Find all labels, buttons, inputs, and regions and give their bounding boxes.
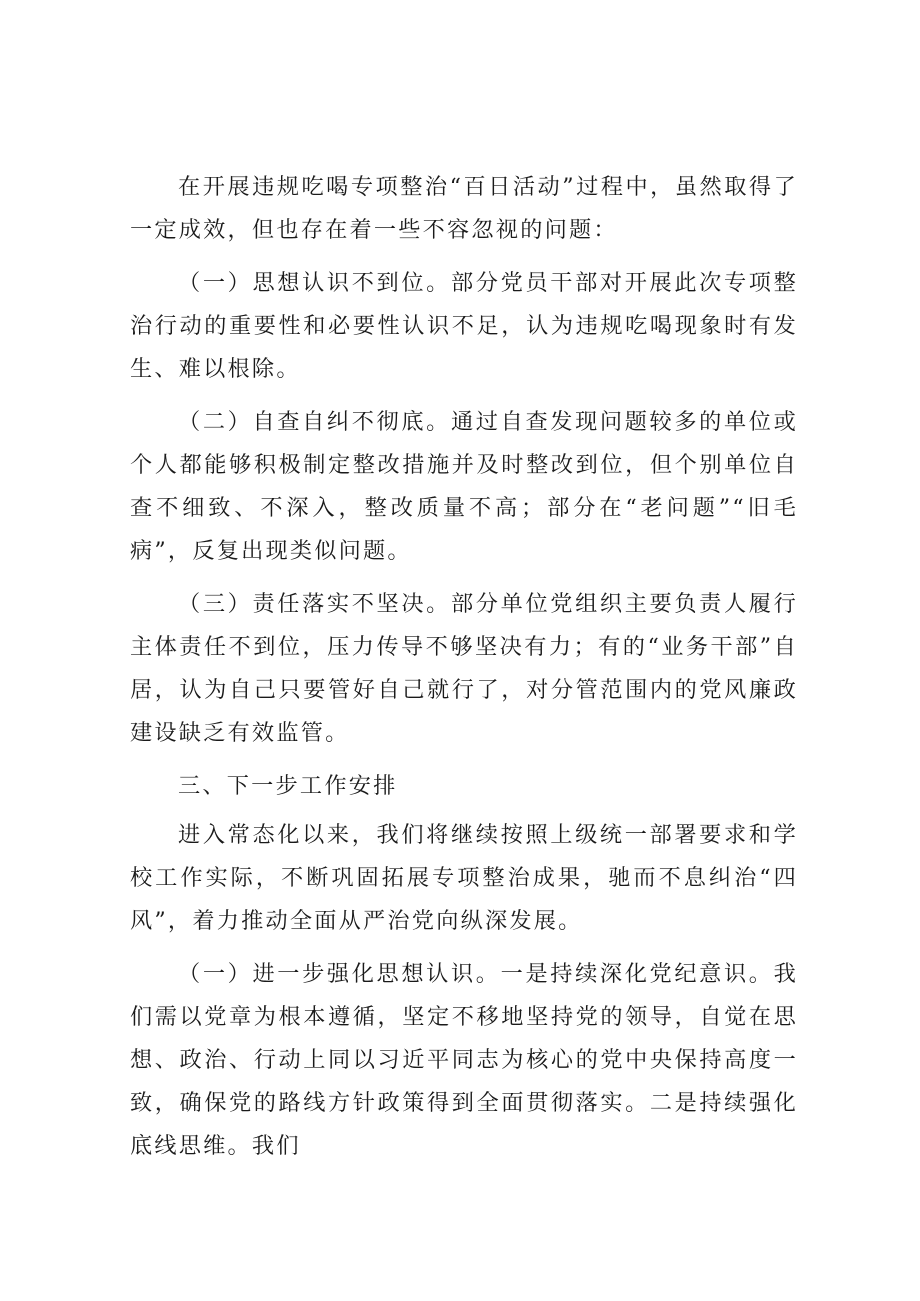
paragraph-issue-1: （一）思想认识不到位。部分党员干部对开展此次专项整治行动的重要性和必要性认识不足，认为违规吃喝现象时有发生、难以根除。 <box>130 270 798 382</box>
paragraph-next-steps-intro: 进入常态化以来，我们将继续按照上级统一部署要求和学校工作实际，不断巩固拓展专项整治成果，驰而不息纠治“四风”，着力推动全面从严治党向纵深发展。 <box>130 822 798 934</box>
section-heading-next-steps: 三、下一步工作安排 <box>178 773 398 799</box>
paragraph-intro: 在开展违规吃喝专项整治“百日活动”过程中，虽然取得了一定成效，但也存在着一些不容忽视的问题： <box>130 174 798 243</box>
paragraph-issue-2: （二）自查自纠不彻底。通过自查发现问题较多的单位或个人都能够积极制定整改措施并及时整改到位，但个别单位自查不细致、不深入，整改质量不高；部分在“老问题”“旧毛病”，反复出现类似问题。 <box>130 409 798 564</box>
paragraph-issue-3: （三）责任落实不坚决。部分单位党组织主要负责人履行主体责任不到位，压力传导不够坚决有力；有的“业务干部”自居，认为自己只要管好自己就行了，对分管范围内的党风廉政建设缺乏有效监管。 <box>130 591 798 746</box>
paragraph-step-1: （一）进一步强化思想认识。一是持续深化党纪意识。我们需以党章为根本遵循，坚定不移地坚持党的领导，自觉在思想、政治、行动上同以习近平同志为核心的党中央保持高度一致，确保党的路线方针政策得到全面贯彻落实。二是持续强化底线思维。我们 <box>130 961 798 1159</box>
document-body <box>130 166 798 1178</box>
